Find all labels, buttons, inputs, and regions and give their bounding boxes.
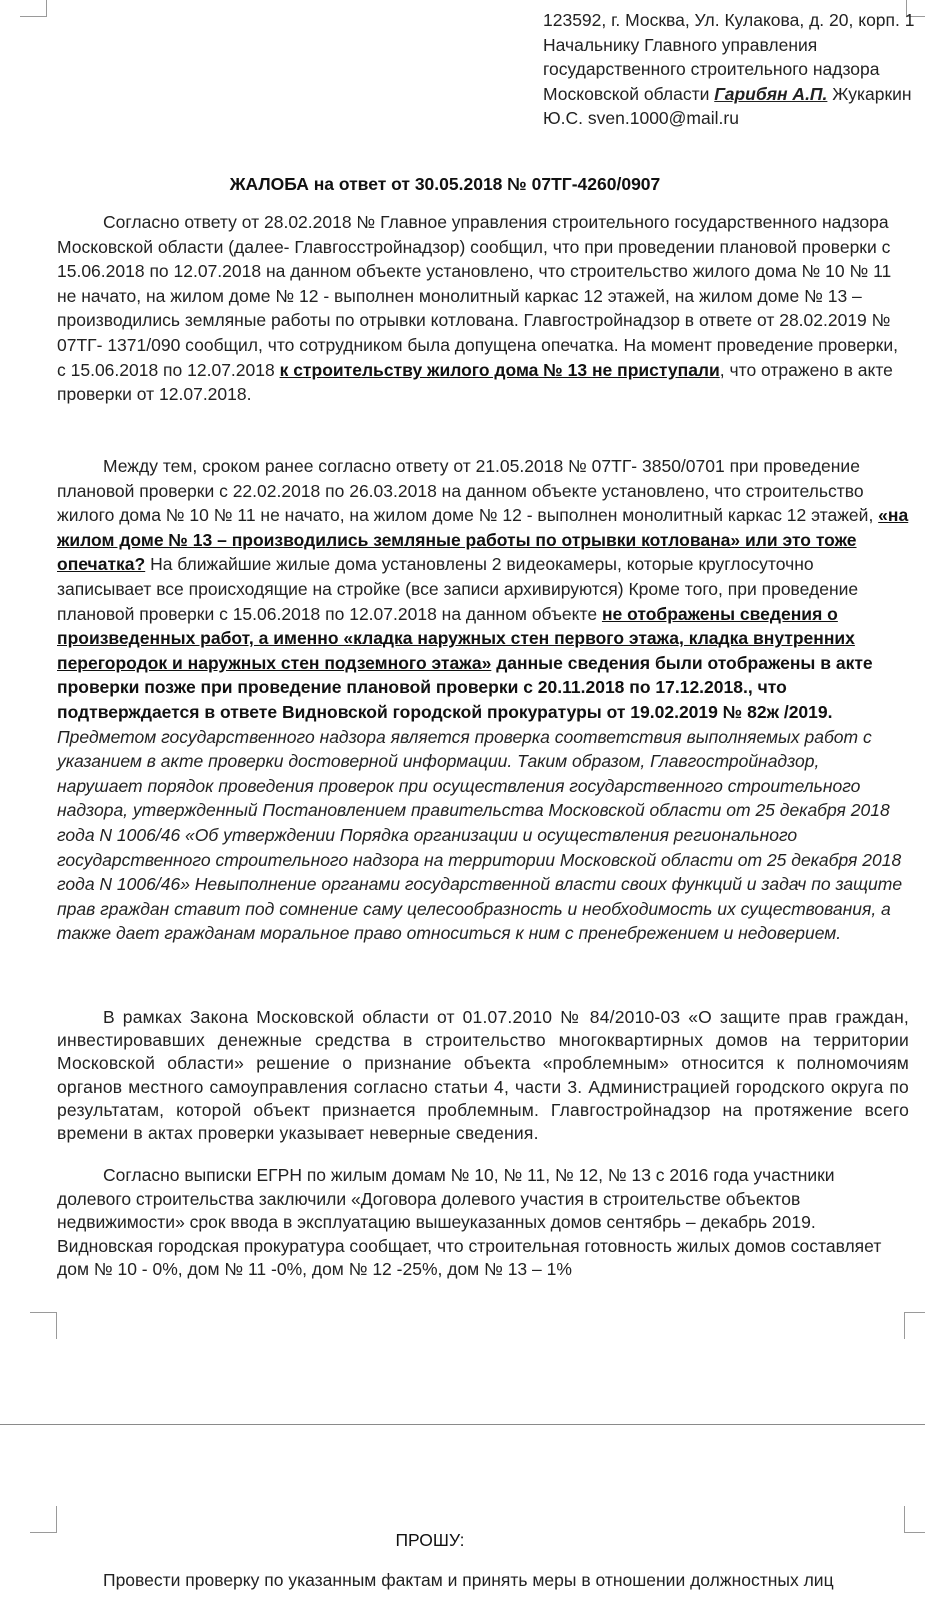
document-title: ЖАЛОБА на ответ от 30.05.2018 № 07ТГ-4260/0907 [229,174,661,194]
addressee-block [543,8,915,131]
request-heading: ПРОШУ: [395,1530,465,1550]
addressee-name: Гарибян А.П. [714,83,828,104]
addressee-position: Начальнику Главного управления государственного строительного надзора Московской области [543,34,880,104]
request-text: Провести проверку по указанным фактам и принять меры в отношении должностных лиц [103,1570,834,1590]
paragraph-1-text-b: , что отражено в акте проверки от 12.07.2018. [57,359,893,405]
page-break-line [0,1424,925,1425]
sender-info: Жукаркин Ю.С. sven.1000@mail.ru [543,83,912,128]
corner-mark-bottom-left [30,1312,57,1339]
paragraph-2 [57,454,909,946]
paragraph-2-text-a: Между тем, сроком ранее согласно ответу от 21.05.2018 № 07ТГ- 3850/0701 при проведение плановой проверки с 22.02.2018 по 26.03.2018 на данном объекте установлено, что строительство жилого дома № 10 № 11 не начато, на жилом доме № 12 - выполнен монолитный каркас 12 этажей, [57,456,879,526]
paragraph-2-bold: данные сведения были отображены в акте проверки позже при проведение плановой проверки с 20.11.2018 по 17.12.2018., что подтверждается в ответе Видновской городской прокуратуры от 19.02.2019 № 82ж /2019. [57,652,873,722]
paragraph-2-bold-underlined-b: не отображены сведения о произведенных работ, а именно «кладка наружных стен первого этажа, кладка внутренних перегородок и наружных стен подземного этажа» [57,603,855,673]
corner-mark-bottom-right [904,1312,925,1339]
paragraph-2-bold-underlined-a: «на жилом доме № 13 – производились земляные работы по отрывки котлована» или это тоже опечатка? [57,505,909,575]
paragraph-2-text-b: На ближайшие жилые дома установлены 2 видеокамеры, которые круглосуточно записывает все происходящие на стройке (все записи архивируются) Кроме того, при проведение плановой проверки с 15.06.2018 по 12.07.2018 на данном объекте [57,554,859,624]
paragraph-1 [57,210,909,407]
corner-mark-top-left [20,0,47,17]
paragraph-1-underlined: к строительству жилого дома № 13 не приступали [279,359,720,380]
corner-mark-page2-right [904,1506,925,1533]
paragraph-1-text-a: Согласно ответу от 28.02.2018 № Главное управления строительного государственного надзора Московской области (далее- Главгосстройнадзор) сообщил, что при проведении плановой проверки с 15.06.2018 по 12.07.2018 на данном объекте установлено, что строительство жилого дома № 10 № 11 не начато, на жилом доме № 12 - выполнен монолитный каркас 12 этажей, на жилом доме № 13 – производились земляные работы по отрывки котлована. Главгостройнадзор в ответе от 28.02.2019 № 07ТГ- 1371/090 сообщил, что сотрудником была допущена опечатка. На момент проведение проверки, с 15.06.2018 по 12.07.2018 [57,212,898,380]
address-line: 123592, г. Москва, Ул. Кулакова, д. 20, корп. 1 [543,10,915,30]
paragraph-4: Согласно выписки ЕГРН по жилым домам № 10, № 11, № 12, № 13 с 2016 года участники долевого строительства заключили «Договора долевого участия в строительстве объектов недвижимости» срок ввода в эксплуатацию вышеуказанных домов сентябрь – декабрь 2019. Видновская городская прокуратура сообщает, что строительная готовность жилых домов составляет дом № 10 - 0%, дом № 11 -0%, дом № 12 -25%, дом № 13 – 1% [57,1165,882,1280]
paragraph-2-italic: Предметом государственного надзора является проверка соответствия выполняемых работ с указанием в акте проверки достоверной информации. Таким образом, Главгостройнадзор, нарушает порядок проведения проверок при осуществления государственного строительного надзора, утвержденный Постановлением правительства Московской области от 25 декабря 2018 года N 1006/46 «Об утверждении Порядка организации и осуществления регионального государственного строительного надзора на территории Московской области от 25 декабря 2018 года N 1006/46» Невыполнение органами государственной власти своих функций и задач по защите прав граждан ставит под сомнение саму целесообразность и необходимость их существования, а также дает гражданам моральное право относиться к ним с пренебрежением и недоверием. [57,726,903,944]
paragraph-3: В рамках Закона Московской области от 01.07.2010 № 84/2010-03 «О защите прав граждан, инвестировавших денежные средства в строительство многоквартирных домов на территории Московской области» решение о признание объекта «проблемным» относится к полномочиям органов местного самоуправления согласно статьи 4, части 3. Администрацией городского округа по результатам, которой объект признается проблемным. Главгостройнадзор на протяжение всего времени в актах проверки указывает неверные сведения. [57,1007,909,1144]
